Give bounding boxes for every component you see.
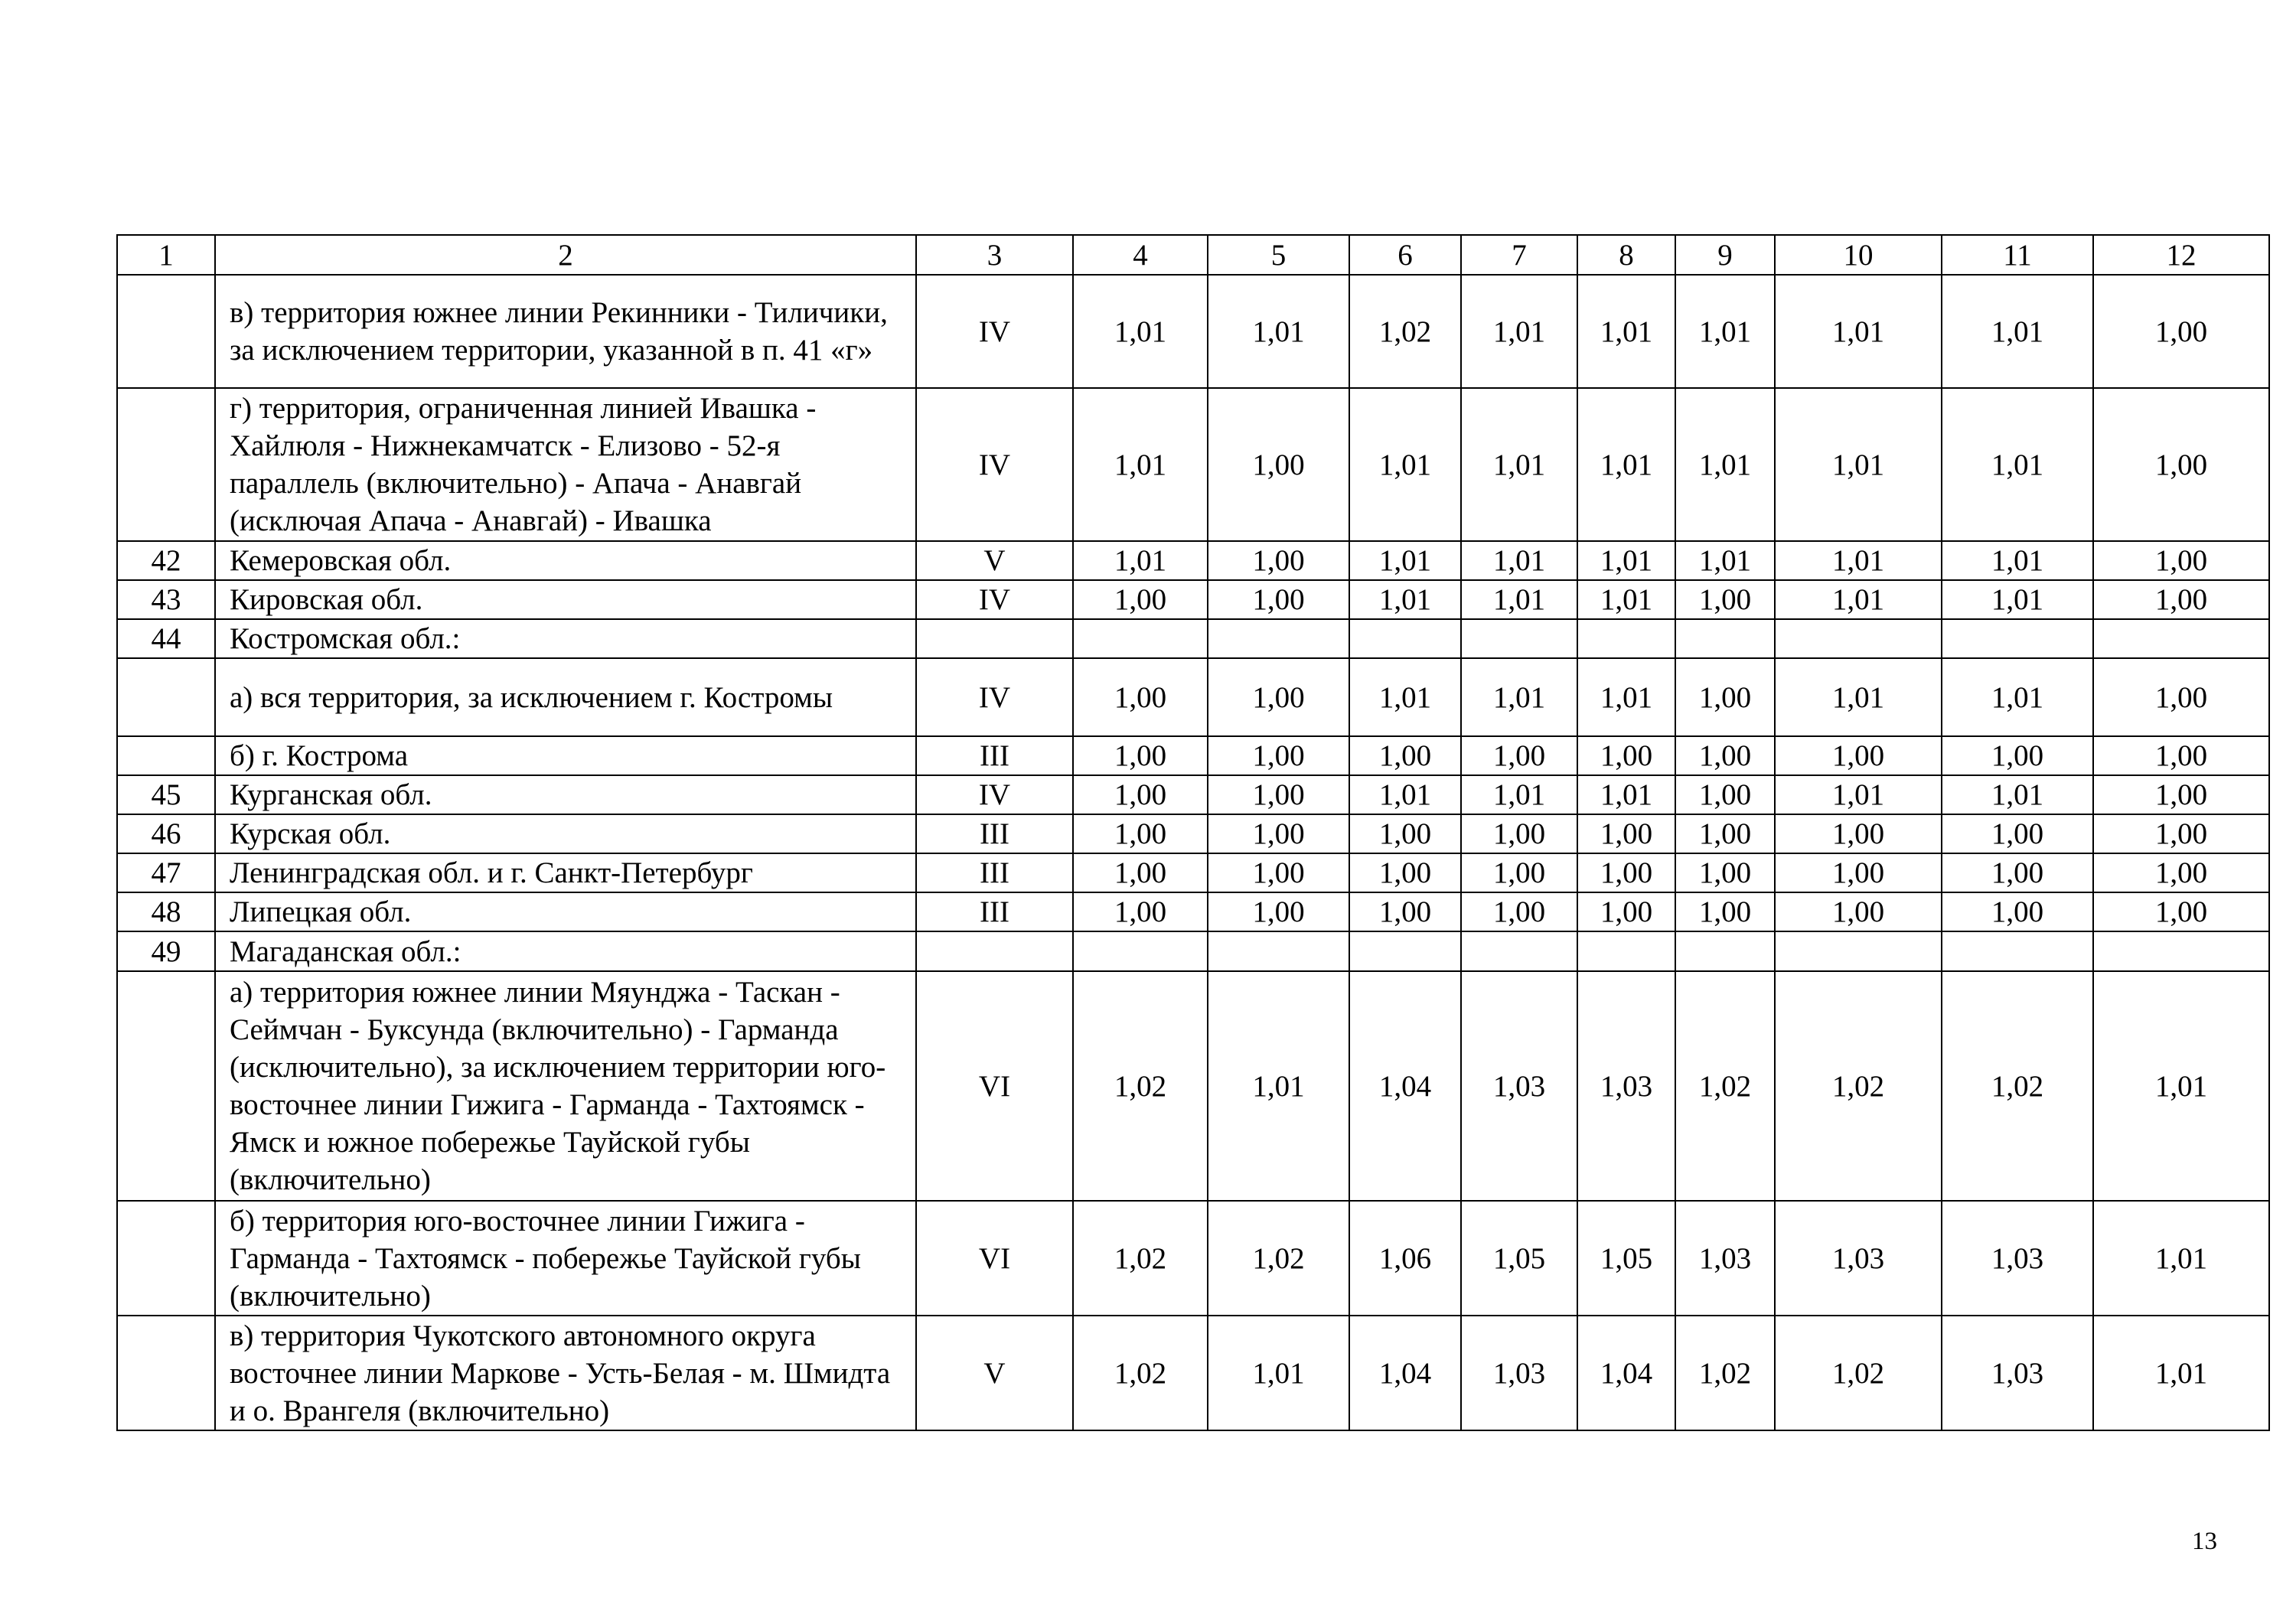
coefficient-cell: 1,04 (1349, 1316, 1461, 1430)
coefficient-cell: 1,00 (1208, 736, 1349, 775)
header-cell: 8 (1577, 235, 1675, 275)
coefficient-cell: 1,01 (1577, 275, 1675, 388)
coefficient-cell: 1,02 (1775, 971, 1942, 1201)
zone-cell: III (916, 892, 1073, 931)
coefficient-cell: 1,01 (1461, 541, 1577, 580)
row-number-cell (117, 971, 215, 1201)
coefficient-cell: 1,00 (1775, 892, 1942, 931)
table-row (117, 580, 2269, 619)
zone-cell: VI (916, 971, 1073, 1201)
coefficient-cell: 1,00 (1073, 814, 1208, 853)
territory-name-cell: Магаданская обл.: (215, 931, 916, 971)
coefficient-cell (1208, 619, 1349, 658)
coefficient-cell (1942, 931, 2093, 971)
coefficient-cell: 1,00 (1208, 388, 1349, 541)
territory-name-cell: в) территория Чукотского автономного округа восточнее линии Маркове - Усть-Белая - м. Шмидта и о. Врангеля (включительно) (215, 1316, 916, 1430)
table-row (117, 388, 2269, 541)
coefficient-cell: 1,01 (2093, 971, 2269, 1201)
coefficient-cell: 1,00 (1942, 814, 2093, 853)
coefficient-cell (1208, 931, 1349, 971)
coefficient-cell: 1,06 (1349, 1201, 1461, 1316)
coefficient-cell: 1,01 (1461, 775, 1577, 814)
coefficient-cell: 1,01 (1775, 541, 1942, 580)
coefficient-cell: 1,01 (1461, 275, 1577, 388)
header-cell: 11 (1942, 235, 2093, 275)
page-number: 13 (2192, 1528, 2217, 1555)
zone-cell: IV (916, 580, 1073, 619)
zone-cell: IV (916, 275, 1073, 388)
coefficient-cell: 1,00 (1577, 814, 1675, 853)
coefficient-cell: 1,03 (1675, 1201, 1775, 1316)
coefficient-cell: 1,01 (1577, 658, 1675, 736)
table-row (117, 853, 2269, 892)
header-cell: 7 (1461, 235, 1577, 275)
coefficient-cell (1775, 619, 1942, 658)
coefficient-cell: 1,02 (1775, 1316, 1942, 1430)
coefficient-cell: 1,00 (1942, 892, 2093, 931)
coefficient-cell (1461, 619, 1577, 658)
coefficient-cell: 1,00 (1461, 814, 1577, 853)
header-cell: 5 (1208, 235, 1349, 275)
territory-name-cell: Курганская обл. (215, 775, 916, 814)
row-number-cell: 44 (117, 619, 215, 658)
row-number-cell (117, 388, 215, 541)
coefficient-cell: 1,03 (1461, 1316, 1577, 1430)
coefficient-cell: 1,01 (1675, 388, 1775, 541)
coefficient-cell: 1,03 (1461, 971, 1577, 1201)
coefficient-cell: 1,05 (1461, 1201, 1577, 1316)
coefficient-cell (1349, 619, 1461, 658)
zone-cell (916, 619, 1073, 658)
row-number-cell: 49 (117, 931, 215, 971)
coefficient-cell: 1,00 (2093, 775, 2269, 814)
coefficient-cell: 1,00 (1577, 892, 1675, 931)
coefficient-cell: 1,00 (1577, 853, 1675, 892)
table-row (117, 658, 2269, 736)
coefficient-cell: 1,01 (2093, 1316, 2269, 1430)
coefficient-cell: 1,00 (1675, 736, 1775, 775)
coefficient-cell: 1,00 (1675, 853, 1775, 892)
territory-name-cell: Липецкая обл. (215, 892, 916, 931)
coefficient-cell: 1,00 (1461, 853, 1577, 892)
coefficient-cell: 1,01 (1349, 775, 1461, 814)
zone-cell: VI (916, 1201, 1073, 1316)
table-row (117, 619, 2269, 658)
coefficients-table (116, 234, 2270, 1431)
coefficient-cell: 1,03 (1942, 1201, 2093, 1316)
coefficient-cell: 1,00 (2093, 736, 2269, 775)
coefficient-cell: 1,00 (2093, 658, 2269, 736)
coefficient-cell: 1,01 (1775, 775, 1942, 814)
coefficient-cell: 1,02 (1073, 1201, 1208, 1316)
table-row (117, 931, 2269, 971)
coefficient-cell: 1,01 (1675, 275, 1775, 388)
table-header-row (117, 235, 2269, 275)
coefficient-cell: 1,00 (1208, 658, 1349, 736)
coefficient-cell: 1,01 (1349, 388, 1461, 541)
coefficient-cell: 1,01 (1775, 658, 1942, 736)
row-number-cell (117, 1316, 215, 1430)
coefficient-cell: 1,02 (1675, 1316, 1775, 1430)
coefficient-cell: 1,00 (1073, 775, 1208, 814)
coefficient-cell: 1,01 (1073, 388, 1208, 541)
coefficient-cell: 1,05 (1577, 1201, 1675, 1316)
coefficient-cell: 1,00 (1208, 853, 1349, 892)
zone-cell: IV (916, 775, 1073, 814)
coefficient-cell: 1,00 (1461, 736, 1577, 775)
coefficient-cell: 1,01 (1461, 580, 1577, 619)
territory-name-cell: г) территория, ограниченная линией Ивашка - Хайлюля - Нижнекамчатск - Елизово - 52-я параллель (включительно) - Апача - Анавгай (исключая Апача - Анавгай) - Ивашка (215, 388, 916, 541)
coefficient-cell: 1,00 (1073, 892, 1208, 931)
coefficient-cell: 1,02 (1073, 1316, 1208, 1430)
coefficient-cell: 1,00 (1675, 775, 1775, 814)
row-number-cell (117, 1201, 215, 1316)
coefficient-cell: 1,01 (2093, 1201, 2269, 1316)
territory-name-cell: а) территория южнее линии Мяунджа - Таскан - Сеймчан - Буксунда (включительно) - Гарманда (исключительно), за исключением территории юго-восточнее линии Гижига - Гарманда - Тахтоямск - Ямск и южное побережье Тауйской губы (включительно) (215, 971, 916, 1201)
coefficient-cell: 1,00 (2093, 275, 2269, 388)
coefficient-cell: 1,02 (1208, 1201, 1349, 1316)
coefficient-cell: 1,01 (1349, 541, 1461, 580)
row-number-cell (117, 275, 215, 388)
territory-name-cell: б) г. Кострома (215, 736, 916, 775)
zone-cell: V (916, 1316, 1073, 1430)
coefficient-cell: 1,01 (1775, 580, 1942, 619)
coefficient-cell: 1,01 (1208, 971, 1349, 1201)
coefficient-cell: 1,01 (1349, 580, 1461, 619)
coefficient-cell: 1,00 (1349, 736, 1461, 775)
row-number-cell: 48 (117, 892, 215, 931)
coefficient-cell (1942, 619, 2093, 658)
row-number-cell: 45 (117, 775, 215, 814)
coefficient-cell (1073, 931, 1208, 971)
coefficient-cell: 1,04 (1349, 971, 1461, 1201)
territory-name-cell: а) вся территория, за исключением г. Костромы (215, 658, 916, 736)
coefficient-cell: 1,00 (1461, 892, 1577, 931)
coefficient-cell (1775, 931, 1942, 971)
row-number-cell: 46 (117, 814, 215, 853)
row-number-cell (117, 736, 215, 775)
coefficient-cell: 1,00 (1349, 853, 1461, 892)
zone-cell: V (916, 541, 1073, 580)
zone-cell: III (916, 736, 1073, 775)
table-row (117, 736, 2269, 775)
row-number-cell: 47 (117, 853, 215, 892)
table-row (117, 1316, 2269, 1430)
coefficient-cell: 1,01 (1942, 388, 2093, 541)
zone-cell: IV (916, 658, 1073, 736)
coefficient-cell: 1,02 (1675, 971, 1775, 1201)
coefficient-cell: 1,00 (1577, 736, 1675, 775)
row-number-cell (117, 658, 215, 736)
coefficient-cell (1577, 619, 1675, 658)
coefficient-cell: 1,01 (1577, 388, 1675, 541)
coefficient-cell: 1,01 (1073, 541, 1208, 580)
coefficient-cell: 1,00 (1349, 814, 1461, 853)
coefficient-cell: 1,00 (1775, 853, 1942, 892)
coefficient-cell: 1,04 (1577, 1316, 1675, 1430)
header-cell: 9 (1675, 235, 1775, 275)
coefficient-cell (2093, 931, 2269, 971)
coefficient-cell: 1,00 (2093, 388, 2269, 541)
coefficient-cell: 1,00 (1675, 580, 1775, 619)
header-cell: 1 (117, 235, 215, 275)
coefficient-cell (1349, 931, 1461, 971)
coefficient-cell: 1,00 (2093, 580, 2269, 619)
coefficient-cell: 1,00 (1073, 580, 1208, 619)
header-cell: 12 (2093, 235, 2269, 275)
coefficient-cell: 1,01 (1775, 388, 1942, 541)
coefficient-cell (1675, 931, 1775, 971)
coefficient-cell: 1,02 (1073, 971, 1208, 1201)
header-cell: 10 (1775, 235, 1942, 275)
zone-cell (916, 931, 1073, 971)
coefficient-cell: 1,00 (1775, 736, 1942, 775)
coefficient-cell: 1,01 (1577, 775, 1675, 814)
table-row (117, 1201, 2269, 1316)
territory-name-cell: Костромская обл.: (215, 619, 916, 658)
coefficient-cell: 1,01 (1942, 658, 2093, 736)
coefficient-cell: 1,00 (1775, 814, 1942, 853)
coefficient-cell: 1,00 (1208, 775, 1349, 814)
coefficient-cell (1577, 931, 1675, 971)
coefficient-cell: 1,00 (1349, 892, 1461, 931)
coefficient-cell: 1,01 (1942, 580, 2093, 619)
coefficient-cell (1073, 619, 1208, 658)
table-row (117, 541, 2269, 580)
coefficient-cell: 1,00 (1073, 736, 1208, 775)
coefficient-cell: 1,00 (1208, 541, 1349, 580)
coefficient-cell: 1,01 (1208, 1316, 1349, 1430)
coefficient-cell (1675, 619, 1775, 658)
coefficient-cell: 1,01 (1577, 580, 1675, 619)
coefficient-cell: 1,00 (1675, 658, 1775, 736)
coefficient-cell: 1,02 (1942, 971, 2093, 1201)
coefficient-cell: 1,00 (1208, 892, 1349, 931)
coefficient-cell: 1,01 (1349, 658, 1461, 736)
coefficient-cell: 1,00 (2093, 853, 2269, 892)
coefficient-cell: 1,03 (1942, 1316, 2093, 1430)
table-row (117, 775, 2269, 814)
row-number-cell: 42 (117, 541, 215, 580)
coefficient-cell: 1,00 (1073, 853, 1208, 892)
coefficient-cell: 1,00 (1073, 658, 1208, 736)
coefficient-cell: 1,01 (1208, 275, 1349, 388)
coefficient-cell: 1,02 (1349, 275, 1461, 388)
territory-name-cell: Кемеровская обл. (215, 541, 916, 580)
coefficient-cell (1461, 931, 1577, 971)
zone-cell: III (916, 814, 1073, 853)
coefficient-cell: 1,01 (1577, 541, 1675, 580)
coefficient-cell: 1,01 (1675, 541, 1775, 580)
coefficient-cell: 1,00 (1675, 892, 1775, 931)
coefficient-cell: 1,01 (1073, 275, 1208, 388)
zone-cell: III (916, 853, 1073, 892)
header-cell: 2 (215, 235, 916, 275)
coefficient-cell: 1,01 (1942, 775, 2093, 814)
coefficient-cell (2093, 619, 2269, 658)
table-row (117, 814, 2269, 853)
header-cell: 6 (1349, 235, 1461, 275)
header-cell: 4 (1073, 235, 1208, 275)
coefficient-cell: 1,00 (1675, 814, 1775, 853)
coefficient-cell: 1,03 (1775, 1201, 1942, 1316)
coefficient-cell: 1,01 (1461, 658, 1577, 736)
coefficient-cell: 1,00 (2093, 892, 2269, 931)
territory-name-cell: Ленинградская обл. и г. Санкт-Петербург (215, 853, 916, 892)
header-cell: 3 (916, 235, 1073, 275)
coefficient-cell: 1,00 (1942, 853, 2093, 892)
coefficient-cell: 1,00 (1942, 736, 2093, 775)
table-row (117, 275, 2269, 388)
zone-cell: IV (916, 388, 1073, 541)
coefficient-cell: 1,01 (1942, 275, 2093, 388)
table-row (117, 971, 2269, 1201)
coefficient-cell: 1,00 (2093, 541, 2269, 580)
coefficient-cell: 1,00 (1208, 814, 1349, 853)
coefficient-cell: 1,01 (1942, 541, 2093, 580)
territory-name-cell: в) территория южнее линии Рекинники - Тиличики, за исключением территории, указанной в п. 41 «г» (215, 275, 916, 388)
coefficient-cell: 1,03 (1577, 971, 1675, 1201)
coefficient-cell: 1,00 (2093, 814, 2269, 853)
row-number-cell: 43 (117, 580, 215, 619)
table-row (117, 892, 2269, 931)
coefficient-cell: 1,01 (1461, 388, 1577, 541)
territory-name-cell: Кировская обл. (215, 580, 916, 619)
territory-name-cell: б) территория юго-восточнее линии Гижига - Гарманда - Тахтоямск - побережье Тауйской губы (включительно) (215, 1201, 916, 1316)
coefficient-cell: 1,01 (1775, 275, 1942, 388)
coefficient-cell: 1,00 (1208, 580, 1349, 619)
territory-name-cell: Курская обл. (215, 814, 916, 853)
